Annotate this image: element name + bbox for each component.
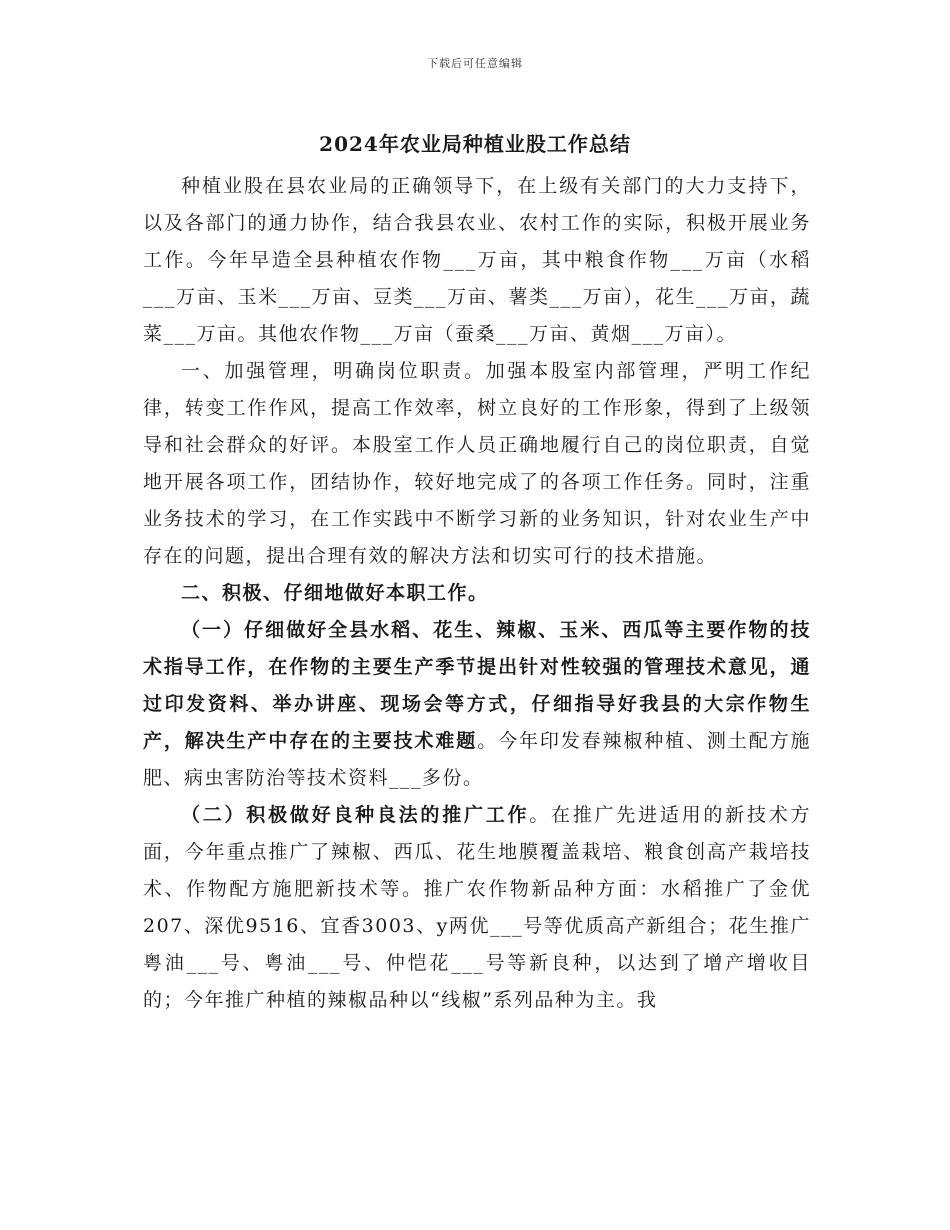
document-body [143, 168, 811, 1019]
header-note: 下载后可任意编辑 [427, 57, 523, 70]
subsection-1-paragraph [143, 612, 811, 797]
subsection-2-paragraph [143, 797, 811, 1019]
subsection-1-text: 。今年印发春辣椒种植、测土配方施肥、病虫害防治等技术资料___多份。 [143, 730, 811, 789]
document-title: 2024年农业局种植业股工作总结 [319, 132, 631, 156]
section-1-paragraph: 一、加强管理，明确岗位职责。加强本股室内部管理，严明工作纪律，转变工作作风，提高工作效率，树立良好的工作形象，得到了上级领导和社会群众的好评。本股室工作人员正确地履行自己的岗位职责，自觉地开展各项工作，团结协作，较好地完成了的各项工作任务。同时，注重业务技术的学习，在工作实践中不断学习新的业务知识，针对农业生产中存在的问题，提出合理有效的解决方法和切实可行的技术措施。 [143, 360, 811, 567]
intro-paragraph: 种植业股在县农业局的正确领导下，在上级有关部门的大力支持下，以及各部门的通力协作，结合我县农业、农村工作的实际，积极开展业务工作。今年早造全县种植农作物___万亩，其中粮食作物___万亩（水稻___万亩、玉米___万亩、豆类___万亩、薯类___万亩），花生___万亩，蔬菜___万亩。其他农作物___万亩（蚕桑___万亩、黄烟___万亩）。 [143, 175, 812, 345]
subsection-2-text: 。在推广先进适用的新技术方面，今年重点推广了辣椒、西瓜、花生地膜覆盖栽培、粮食创高产栽培技术、作物配方施肥新技术等。推广农作物新品种方面：水稻推广了金优207、深优9516、宜香3003、y两优___号等优质高产新组合；花生推广粤油___号、粤油___号、仲恺花___号等新良种，以达到了增产增收目的；今年推广种植的辣椒品种以“线椒”系列品种为主。我 [143, 804, 811, 1011]
section-2-heading: 二、积极、仔细地做好本职工作。 [181, 582, 489, 604]
subsection-2-bold-text: （二）积极做好良种良法的推广工作 [181, 804, 530, 826]
subsection-1-bold-text: （一）仔细做好全县水稻、花生、辣椒、玉米、西瓜等主要作物的技术指导工作，在作物的主要生产季节提出针对性较强的管理技术意见，通过印发资料、举办讲座、现场会等方式，仔细指导好我县的大宗作物生产，解决生产中存在的主要技术难题 [143, 619, 811, 752]
